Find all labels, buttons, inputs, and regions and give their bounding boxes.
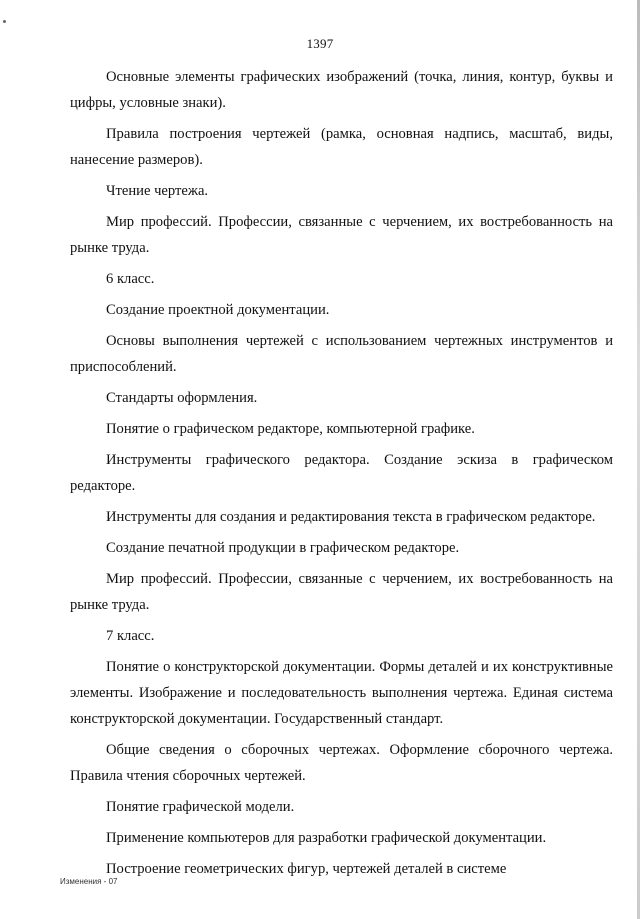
scan-speck bbox=[3, 20, 6, 23]
paragraph: Понятие графической модели. bbox=[106, 799, 295, 815]
paragraph: Правила построения чертежей (рамка, основная надпись, масштаб, виды, нанесение размеров). bbox=[70, 126, 613, 168]
paragraph: Основы выполнения чертежей с использованием чертежных инструментов и приспособлений. bbox=[70, 333, 613, 375]
document-body bbox=[70, 64, 613, 887]
paragraph: Понятие о графическом редакторе, компьютерной графике. bbox=[106, 421, 475, 437]
paragraph: Построение геометрических фигур, чертежей деталей в системе bbox=[106, 861, 507, 877]
grade-heading: 7 класс. bbox=[106, 628, 155, 644]
paragraph: Основные элементы графических изображений (точка, линия, контур, буквы и цифры, условные знаки). bbox=[70, 69, 613, 111]
paragraph: Мир профессий. Профессии, связанные с черчением, их востребованность на рынке труда. bbox=[70, 214, 613, 256]
paragraph: Понятие о конструкторской документации. Формы деталей и их конструктивные элементы. Изображение и последовательность выполнения чертежа. Единая система конструкторской документации. Государственный стандарт. bbox=[70, 659, 613, 727]
paragraph: Инструменты графического редактора. Создание эскиза в графическом редакторе. bbox=[70, 452, 613, 494]
paragraph: Общие сведения о сборочных чертежах. Оформление сборочного чертежа. Правила чтения сборочных чертежей. bbox=[70, 742, 613, 784]
paragraph: Стандарты оформления. bbox=[106, 390, 258, 406]
page-number: 1397 bbox=[306, 36, 334, 51]
footer-revision: Изменения - 07 bbox=[60, 877, 118, 886]
grade-heading: 6 класс. bbox=[106, 271, 155, 287]
paragraph: Мир профессий. Профессии, связанные с черчением, их востребованность на рынке труда. bbox=[70, 571, 613, 613]
paragraph: Создание печатной продукции в графическом редакторе. bbox=[106, 540, 460, 556]
paragraph: Применение компьютеров для разработки графической документации. bbox=[106, 830, 547, 846]
paragraph: Создание проектной документации. bbox=[106, 302, 330, 318]
paragraph: Инструменты для создания и редактирования текста в графическом редакторе. bbox=[106, 509, 596, 525]
paragraph: Чтение чертежа. bbox=[106, 183, 209, 199]
